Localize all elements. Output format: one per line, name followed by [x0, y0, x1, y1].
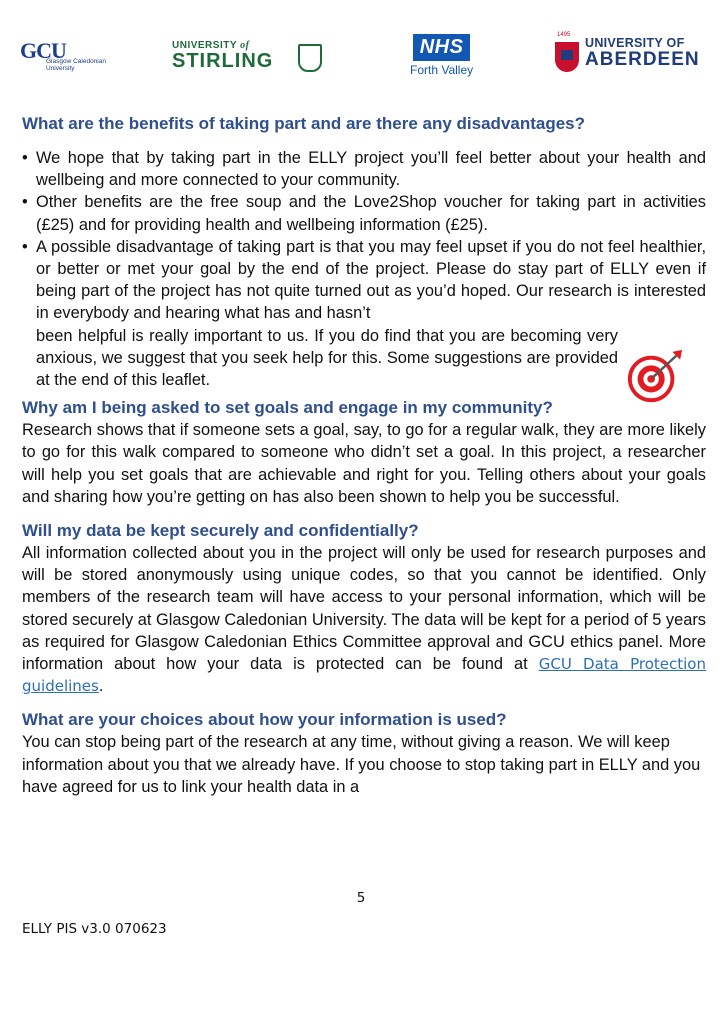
section-heading-benefits: What are the benefits of taking part and are there any disadvantages? — [22, 114, 586, 133]
stirling-logo-name: STIRLING — [172, 50, 274, 72]
stirling-logo-of: of — [240, 40, 250, 51]
aberdeen-crest-icon — [555, 42, 579, 72]
list-item-text-continued: been helpful is really important to us. If you do find that you are becoming very anxious, we suggest that you seek help for this. Some suggestions are provided at the end of this leaflet. — [36, 326, 618, 390]
target-icon — [626, 348, 684, 406]
section-heading-choices: What are your choices about how your information is used? — [22, 710, 507, 730]
page-content — [22, 113, 706, 798]
list-item — [22, 236, 706, 391]
nhs-logo — [410, 34, 473, 77]
nhs-logo-subtitle: Forth Valley — [410, 63, 474, 77]
aberdeen-logo-line1: UNIVERSITY OF — [585, 36, 685, 50]
list-item: • Other benefits are the free soup and the Love2Shop voucher for taking part in activities (£25) and for providing health and wellbeing information (£25). — [22, 191, 706, 235]
gcu-logo — [20, 38, 120, 72]
gcu-logo-mark: GCU — [20, 38, 66, 63]
choices-paragraph: You can stop being part of the research at any time, without giving a reason. We will keep information about you that we already have. If you choose to stop taking part in ELLY and you have agreed for us to link your health data in a — [22, 733, 701, 796]
nhs-badge: NHS — [413, 34, 471, 61]
stirling-crest-icon — [298, 44, 322, 72]
list-item: • We hope that by taking part in the ELLY project you’ll feel better about your health and wellbeing and more connected to your community. — [22, 147, 706, 191]
data-security-text: All information collected about you in the project will only be used for research purposes and will be stored anonymously using unique codes, so that you cannot be identified. Only members of the research team will have access to your personal information, which will be stored securely at Glasgow Caledonian University. The data will be kept for a period of 5 years as required for Glasgow Caledonian Ethics Committee approval and GCU ethics panel. More information about how your data is protected can be found at — [22, 544, 706, 674]
gcu-data-protection-link[interactable]: GCU Data Protection guidelines — [22, 655, 706, 696]
aberdeen-logo-year: 1495 — [557, 32, 571, 38]
data-security-text-end: . — [98, 677, 104, 696]
section-heading-data-security: Will my data be kept securely and confidentially? — [22, 521, 419, 541]
goals-paragraph: Research shows that if someone sets a goal, say, to go for a regular walk, they are more likely to go for this walk compared to someone who didn’t set a goal. In this project, a researcher will help you set goals that are achievable and right for you. Telling others about your goals and sharing how you’re getting on has also been shown to help you be successful. — [22, 421, 706, 506]
document-footer: ELLY PIS v3.0 070623 — [22, 921, 167, 937]
stirling-logo-university: UNIVERSITY — [172, 40, 237, 51]
section-heading-goals: Why am I being asked to set goals and engage in my community? — [22, 398, 553, 418]
gcu-logo-line1: Glasgow Caledonian — [46, 58, 106, 65]
list-item-text: A possible disadvantage of taking part is that you may feel upset if you do not feel healthier, or better or met your goal by the end of the project. Please do stay part of ELLY even if being part of the project has not quite turned out as you’d hoped. Our research is interested in everybody and hearing what has and hasn’t — [36, 237, 706, 323]
benefits-list — [22, 147, 706, 391]
header-logos — [20, 30, 710, 90]
data-security-paragraph — [22, 542, 706, 697]
page-number: 5 — [356, 890, 366, 906]
aberdeen-logo-line2: ABERDEEN — [585, 49, 700, 70]
stirling-logo — [172, 40, 273, 71]
aberdeen-logo — [555, 32, 700, 70]
gcu-logo-line2: University — [46, 65, 75, 72]
